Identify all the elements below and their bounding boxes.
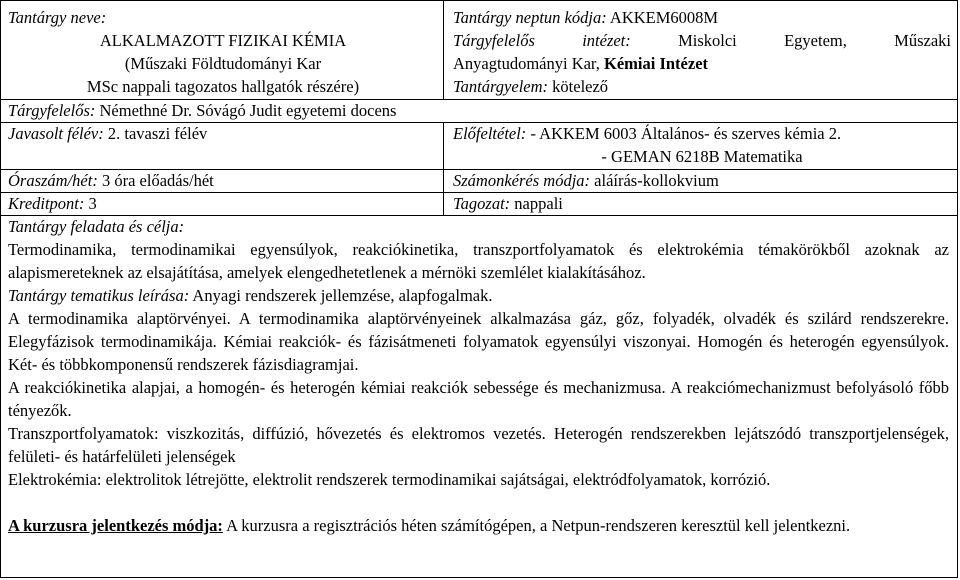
thematic-intro: Anyagi rendszerek jellemzése, alapfogalmak. [192, 286, 493, 305]
institute-name: Kémiai Intézet [604, 54, 709, 73]
subject-info-cell [453, 6, 951, 98]
element-value: kötelező [552, 77, 609, 96]
institute-line1: Miskolci Egyetem, Műszaki [678, 31, 951, 50]
prerequisite-1: - AKKEM 6003 Általános- és szerves kémia 2. [530, 124, 842, 143]
subject-audience: MSc nappali tagozatos hallgatók részére) [86, 77, 360, 96]
hours-value: 3 óra előadás/hét [101, 171, 214, 190]
exam-label: Számonkérés módja: [453, 171, 591, 190]
responsible-name-part1: Némethné Dr. [99, 101, 197, 120]
column-divider [443, 122, 444, 215]
responsible-name-part2: Sóvágó Judit [196, 101, 282, 120]
section-label: Tagozat: [453, 194, 511, 213]
enrollment-text: A kurzusra a regisztrációs héten számítógépen, a Netpun-rendszeren keresztül kell jelentkezni. [226, 516, 851, 535]
exam-cell [453, 169, 951, 192]
column-divider [443, 0, 444, 99]
institute-line2: Anyagtudományi Kar, [453, 54, 605, 73]
subject-name-cell [8, 6, 438, 98]
subject-faculty: (Műszaki Földtudományi Kar [124, 54, 322, 73]
thematic-paragraph: Elektrokémia: elektrolitok létrejötte, elektrolit rendszerek termodinamikai sajátságai, elektródfolyamatok, korrózió. [8, 470, 771, 489]
responsible-title: egyetemi docens [281, 101, 397, 120]
credits-cell [8, 192, 438, 215]
responsible-label: Tárgyfelelős: [8, 101, 96, 120]
semester-value: 2. tavaszi félév [107, 124, 208, 143]
subject-name-label: Tantárgy neve: [8, 8, 107, 27]
semester-label: Javasolt félév: [8, 124, 104, 143]
neptun-code-label: Tantárgy neptun kódja: [453, 8, 607, 27]
thematic-label: Tantárgy tematikus leírása: [8, 286, 190, 305]
thematic-paragraph: A reakciókinetika alapjai, a homogén- és heterogén kémiai reakciók sebessége és mechanizmusa. A reakciómechanizmust befolyásoló főbb tényezők. [8, 378, 949, 420]
section-value: nappali [514, 194, 563, 213]
goal-text: Termodinamika, termodinamikai egyensúlyok, reakciókinetika, transzportfolyamatok és elektrokémia témakörökből azoknak az alapismereteknek az elsajátítása, amelyek elengedhetetlenek a mérnöki szemlélet kialakításához. [8, 240, 949, 282]
neptun-code: AKKEM6008M [609, 8, 719, 27]
thematic-paragraph: Transzportfolyamatok: viszkozitás, diffúzió, hővezetés és elektromos vezetés. Heterogén rendszerekben lejátszódó transzportjelenségek, felületi- és határfelületi jelenségek [8, 424, 949, 466]
institute-label: Tárgyfelelős intézet: [453, 31, 631, 50]
credits-value: 3 [88, 194, 97, 213]
responsible-row [8, 99, 948, 122]
hours-label: Óraszám/hét: [8, 171, 98, 190]
prerequisite-label: Előfeltétel: [453, 124, 527, 143]
hours-cell [8, 169, 438, 192]
prerequisite-cell [453, 122, 951, 168]
description-cell [8, 215, 949, 537]
subject-name: ALKALMAZOTT FIZIKAI KÉMIA [99, 31, 347, 50]
exam-value: aláírás-kollokvium [594, 171, 719, 190]
credits-label: Kreditpont: [8, 194, 85, 213]
element-label: Tantárgyelem: [453, 77, 549, 96]
goal-label: Tantárgy feladata és célja: [8, 217, 185, 236]
thematic-paragraph: A termodinamika alaptörvényei. A termodinamika alaptörvényeinek alkalmazása gáz, gőz, folyadék, olvadék és szilárd rendszerekre. Elegyfázisok termodinamikája. Kémiai reakciók- és fázisátmeneti folyamatok egyensúlyi viszonyai. Homogén és heterogén egyensúlyok. Két- és többkomponensű rendszerek fázisdiagramjai. [8, 309, 949, 374]
enrollment-label: A kurzusra jelentkezés módja: [8, 516, 223, 535]
semester-cell [8, 122, 438, 145]
section-cell [453, 192, 951, 215]
prerequisite-2: - GEMAN 6218B Matematika [601, 147, 803, 166]
